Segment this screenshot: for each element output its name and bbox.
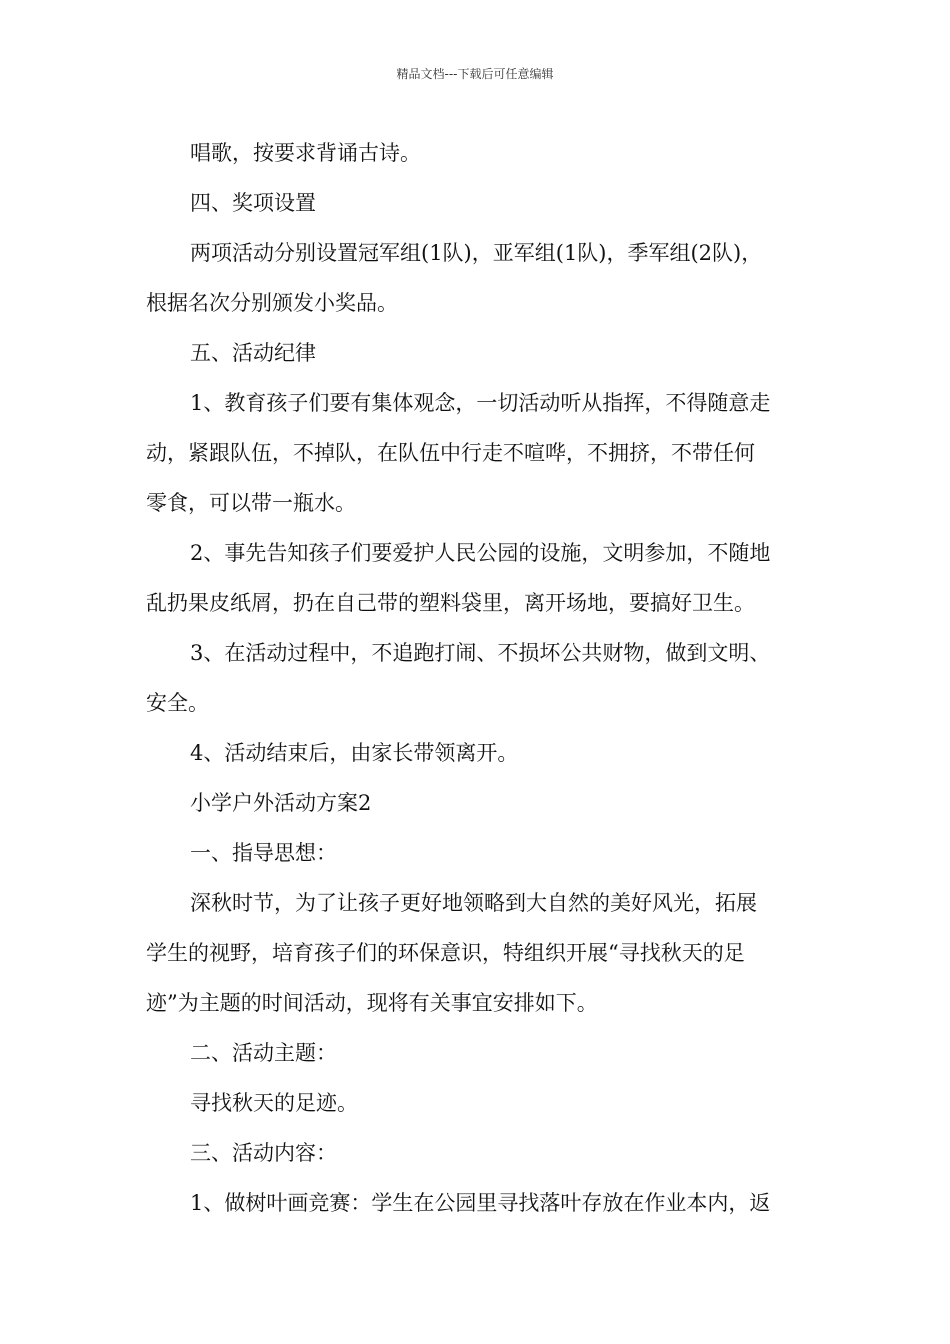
page-header: 精品文档---下载后可任意编辑 (396, 67, 554, 81)
document-body (146, 128, 816, 1228)
text-line: 4、活动结束后，由家长带领离开。 (190, 741, 519, 765)
text-line: 深秋时节，为了让孩子更好地领略到大自然的美好风光，拓展 (190, 891, 757, 915)
text-line: 二、活动主题： (190, 1041, 337, 1065)
text-line: 3、在活动过程中，不追跑打闹、不损坏公共财物，做到文明、 (190, 641, 771, 665)
text-line: 小学户外活动方案2 (190, 791, 372, 815)
text-line: 一、指导思想： (190, 841, 337, 865)
text-line: 迹”为主题的时间活动，现将有关事宜安排如下。 (146, 991, 598, 1015)
text-line: 两项活动分别设置冠军组(1队)，亚军组(1队)，季军组(2队)， (190, 241, 763, 265)
text-line: 2、事先告知孩子们要爱护人民公园的设施，文明参加，不随地 (190, 541, 771, 565)
text-line: 安全。 (146, 691, 209, 715)
text-line: 根据名次分别颁发小奖品。 (146, 291, 398, 315)
text-line: 五、活动纪律 (190, 341, 316, 365)
text-line: 乱扔果皮纸屑，扔在自己带的塑料袋里，离开场地，要搞好卫生。 (146, 591, 755, 615)
text-line: 1、教育孩子们要有集体观念，一切活动听从指挥，不得随意走 (190, 391, 771, 415)
text-line: 学生的视野，培育孩子们的环保意识，特组织开展“寻找秋天的足 (146, 941, 745, 965)
text-line: 唱歌，按要求背诵古诗。 (190, 141, 421, 165)
text-line: 三、活动内容： (190, 1141, 337, 1165)
text-line: 动，紧跟队伍，不掉队，在队伍中行走不喧哗，不拥挤，不带任何 (146, 441, 755, 465)
text-line: 零食，可以带一瓶水。 (146, 491, 356, 515)
text-line: 1、做树叶画竞赛：学生在公园里寻找落叶存放在作业本内，返 (190, 1191, 771, 1215)
text-line: 四、奖项设置 (190, 191, 316, 215)
text-line: 寻找秋天的足迹。 (190, 1091, 358, 1115)
